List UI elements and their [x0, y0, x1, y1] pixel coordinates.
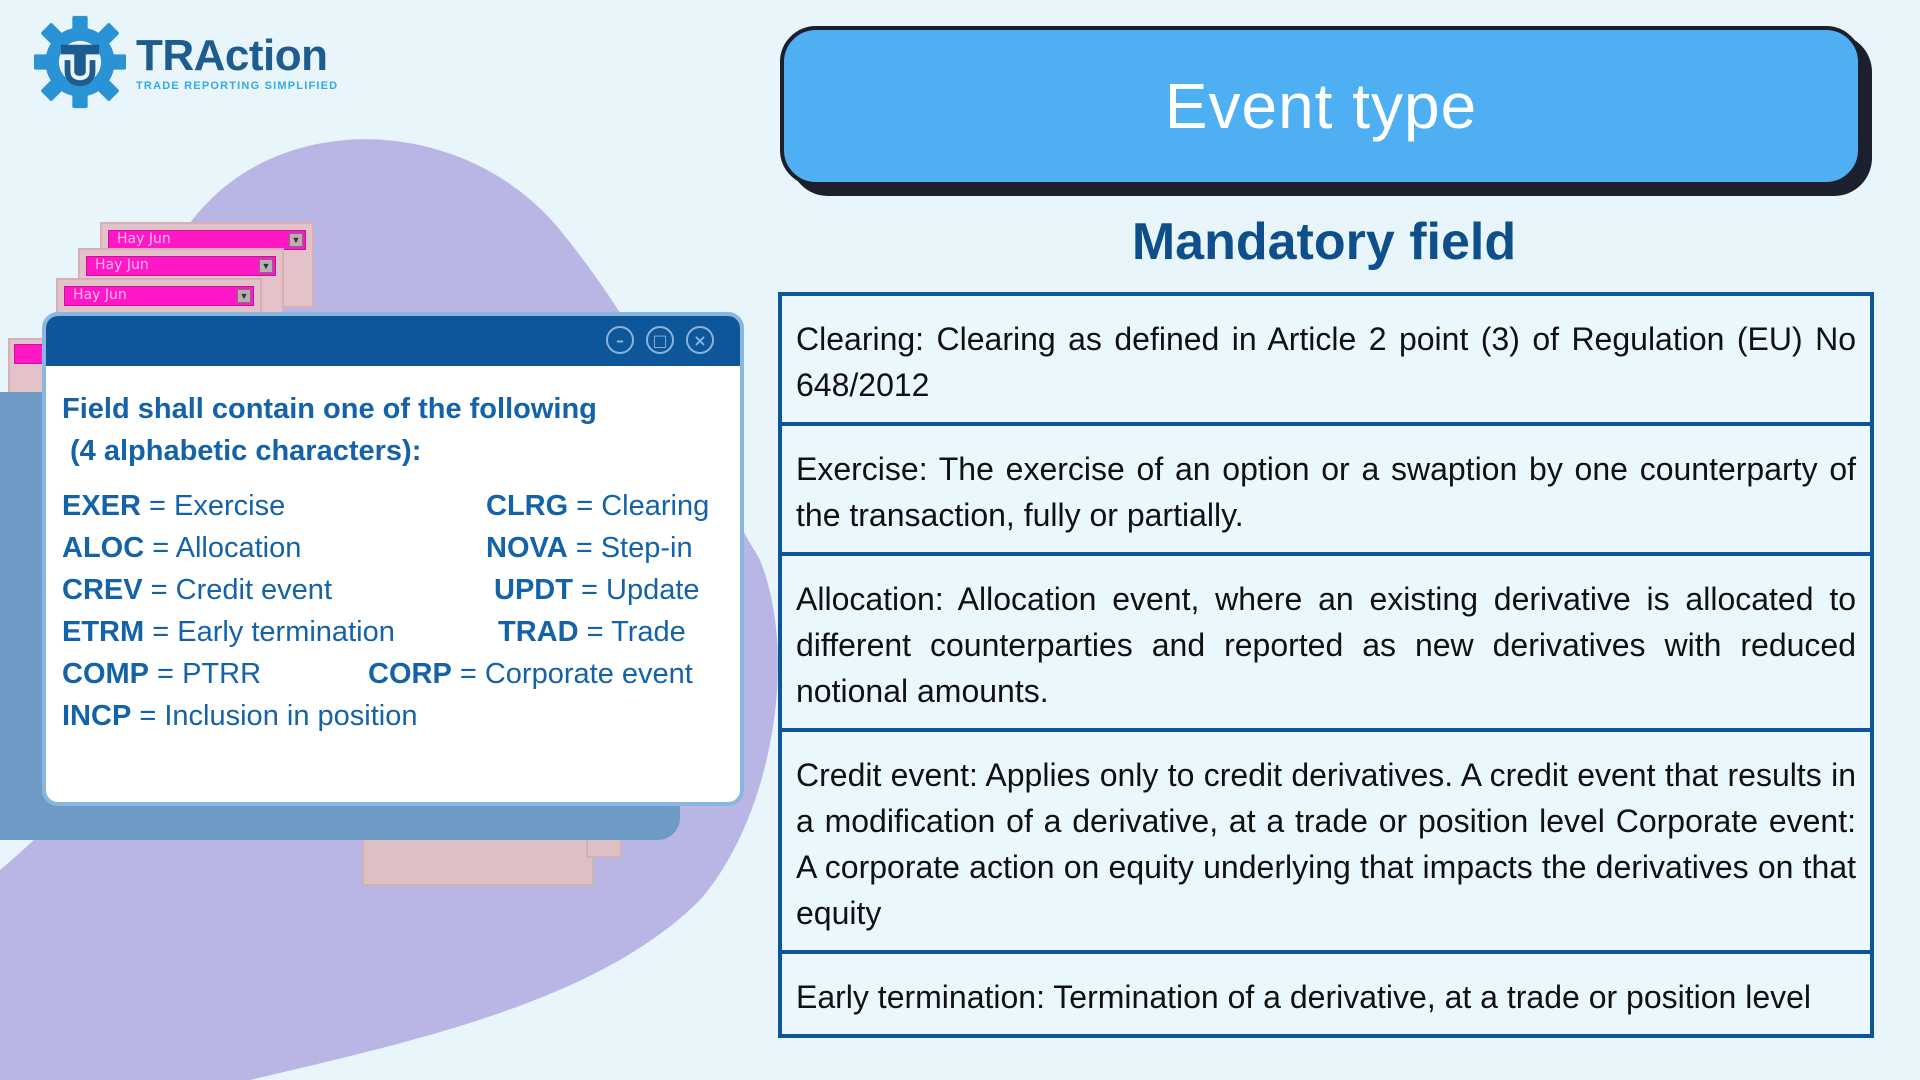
chevron-down-icon: ▼: [237, 289, 251, 303]
code-item: TRAD = Trade: [498, 616, 686, 648]
close-icon[interactable]: ×: [686, 326, 714, 354]
codes-window: [42, 312, 744, 806]
logo-tagline: TRADE REPORTING SIMPLIFIED: [136, 80, 339, 92]
definition-row: [782, 296, 1870, 426]
definition-text: Early termination: Termination of a derivative, at a trade or position level: [796, 979, 1812, 1015]
code-item: EXER = Exercise: [62, 490, 286, 522]
definition-text: Credit event: Applies only to credit derivatives. A credit event that results in a modification of a derivative, at a trade or position level Corporate event: A corporate action on equity underlying that impacts the derivatives on that equity: [796, 757, 1856, 931]
definition-text: Allocation: Allocation event, where an existing derivative is allocated to different counterparties and reported as new derivatives with reduced notional amounts.: [796, 581, 1856, 709]
decor-window-bar: [64, 286, 254, 306]
chevron-down-icon: ▼: [259, 259, 273, 273]
mandatory-field-heading: Mandatory field: [1131, 213, 1517, 271]
decor-window-label: Hay Jun: [117, 231, 171, 247]
code-item: INCP = Inclusion in position: [62, 700, 418, 732]
minimize-icon[interactable]: –: [606, 326, 634, 354]
code-item: CREV = Credit event: [62, 574, 332, 606]
code-item: CLRG = Clearing: [486, 490, 710, 522]
definition-row: [782, 732, 1870, 954]
decor-window-bar: [86, 256, 276, 276]
decor-window-label: Hay Jun: [95, 257, 149, 273]
code-item: NOVA = Step-in: [486, 532, 693, 564]
logo-name: TRAction: [136, 31, 328, 80]
definitions-table: [778, 292, 1874, 1038]
chevron-down-icon: ▼: [289, 233, 303, 247]
definition-row: [782, 426, 1870, 556]
definition-row: [782, 556, 1870, 732]
decor-window-bar: [108, 230, 306, 250]
definition-row: [782, 954, 1870, 1034]
definition-text: Exercise: The exercise of an option or a swaption by one counterparty of the transaction, fully or partially.: [796, 451, 1856, 533]
window-body: [46, 366, 740, 748]
intro-line-2: (4 alphabetic characters):: [70, 435, 422, 467]
code-list: [62, 488, 724, 748]
code-item: UPDT = Update: [494, 574, 700, 606]
window-titlebar[interactable]: [46, 316, 740, 366]
code-item: CORP = Corporate event: [368, 658, 693, 690]
maximize-icon[interactable]: □: [646, 326, 674, 354]
page-title: Event type: [1164, 70, 1478, 142]
code-item: COMP = PTRR: [62, 658, 262, 690]
code-item: ALOC = Allocation: [62, 532, 302, 564]
event-type-banner: [780, 26, 1862, 186]
traction-logo: [32, 14, 338, 110]
definition-text: Clearing: Clearing as defined in Article 2 point (3) of Regulation (EU) No 648/2012: [796, 321, 1856, 403]
intro-line-1: Field shall contain one of the following: [62, 393, 597, 425]
decor-window-label: Hay Jun: [73, 287, 127, 303]
code-item: ETRM = Early termination: [62, 616, 395, 648]
gear-logo-icon: [32, 14, 128, 110]
